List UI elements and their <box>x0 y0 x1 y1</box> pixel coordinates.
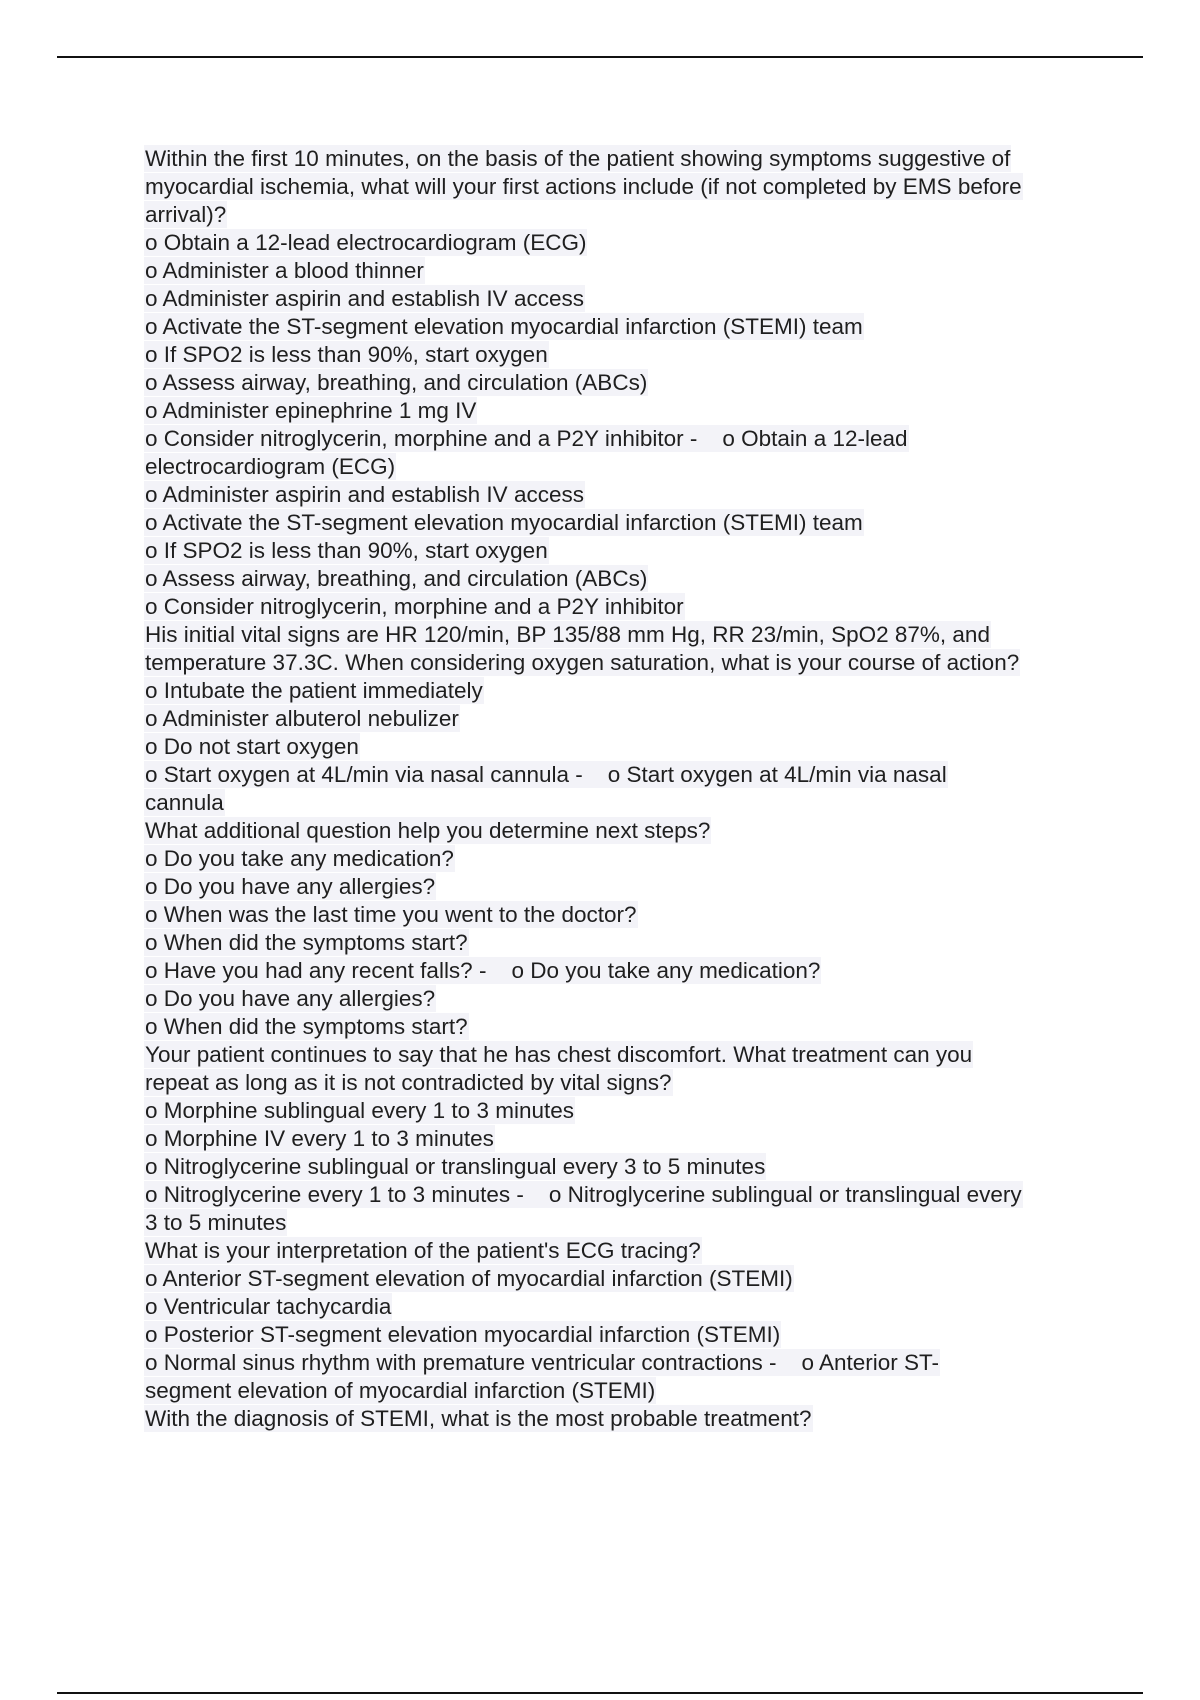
text-line: o Have you had any recent falls? - o Do you take any medication? <box>145 958 821 983</box>
text-line: With the diagnosis of STEMI, what is the most probable treatment? <box>145 1406 812 1431</box>
text-line: o Intubate the patient immediately <box>145 678 483 703</box>
text-line: What additional question help you determine next steps? <box>145 818 711 843</box>
text-line: o Nitroglycerine sublingual or translingual every 3 to 5 minutes <box>145 1154 766 1179</box>
text-line: o Administer aspirin and establish IV access <box>145 482 584 507</box>
text-line: o When did the symptoms start? <box>145 1014 468 1039</box>
text-line: o Do not start oxygen <box>145 734 359 759</box>
text-line: o If SPO2 is less than 90%, start oxygen <box>145 342 548 367</box>
text-line: o Administer a blood thinner <box>145 258 424 283</box>
text-line: o If SPO2 is less than 90%, start oxygen <box>145 538 548 563</box>
text-line: o Anterior ST-segment elevation of myocardial infarction (STEMI) <box>145 1266 793 1291</box>
text-line: o When did the symptoms start? <box>145 930 468 955</box>
text-line: What is your interpretation of the patient's ECG tracing? <box>145 1238 701 1263</box>
text-line: o Posterior ST-segment elevation myocardial infarction (STEMI) <box>145 1322 781 1347</box>
text-line: o Consider nitroglycerin, morphine and a P2Y inhibitor <box>145 594 684 619</box>
header-rule <box>57 56 1143 58</box>
text-line: o Do you have any allergies? <box>145 986 436 1011</box>
text-line: o Start oxygen at 4L/min via nasal cannula - o Start oxygen at 4L/min via nasal <box>145 762 947 787</box>
text-line: o Normal sinus rhythm with premature ventricular contractions - o Anterior ST- <box>145 1350 940 1375</box>
text-line: myocardial ischemia, what will your first actions include (if not completed by EMS before <box>145 174 1022 199</box>
text-line: o Assess airway, breathing, and circulation (ABCs) <box>145 566 648 591</box>
text-line: o Ventricular tachycardia <box>145 1294 392 1319</box>
text-line: o Consider nitroglycerin, morphine and a P2Y inhibitor - o Obtain a 12-lead <box>145 426 908 451</box>
text-line: o Activate the ST-segment elevation myocardial infarction (STEMI) team <box>145 510 863 535</box>
text-line: o Assess airway, breathing, and circulation (ABCs) <box>145 370 648 395</box>
text-line: His initial vital signs are HR 120/min, BP 135/88 mm Hg, RR 23/min, SpO2 87%, and <box>145 622 990 647</box>
text-line: 3 to 5 minutes <box>145 1210 287 1235</box>
text-line: o Administer epinephrine 1 mg IV <box>145 398 477 423</box>
text-line: o Do you take any medication? <box>145 846 454 871</box>
text-line: o Administer aspirin and establish IV access <box>145 286 584 311</box>
text-line: o Administer albuterol nebulizer <box>145 706 459 731</box>
text-line: cannula <box>145 790 224 815</box>
text-line: arrival)? <box>145 202 227 227</box>
text-line: o Activate the ST-segment elevation myocardial infarction (STEMI) team <box>145 314 863 339</box>
text-line: o Morphine sublingual every 1 to 3 minutes <box>145 1098 574 1123</box>
text-line: o Obtain a 12-lead electrocardiogram (ECG) <box>145 230 587 255</box>
text-line: temperature 37.3C. When considering oxygen saturation, what is your course of action? <box>145 650 1020 675</box>
footer-rule <box>57 1692 1143 1694</box>
text-line: Your patient continues to say that he has chest discomfort. What treatment can you <box>145 1042 973 1067</box>
text-line: segment elevation of myocardial infarction (STEMI) <box>145 1378 656 1403</box>
text-line: Within the first 10 minutes, on the basis of the patient showing symptoms suggestive of <box>145 146 1011 171</box>
text-line: o Nitroglycerine every 1 to 3 minutes - o Nitroglycerine sublingual or translingual every <box>145 1182 1022 1207</box>
text-line: o Morphine IV every 1 to 3 minutes <box>145 1126 494 1151</box>
document-body <box>145 145 1100 1433</box>
text-line: o When was the last time you went to the doctor? <box>145 902 637 927</box>
text-line: repeat as long as it is not contradicted by vital signs? <box>145 1070 672 1095</box>
text-line: o Do you have any allergies? <box>145 874 436 899</box>
text-line: electrocardiogram (ECG) <box>145 454 396 479</box>
